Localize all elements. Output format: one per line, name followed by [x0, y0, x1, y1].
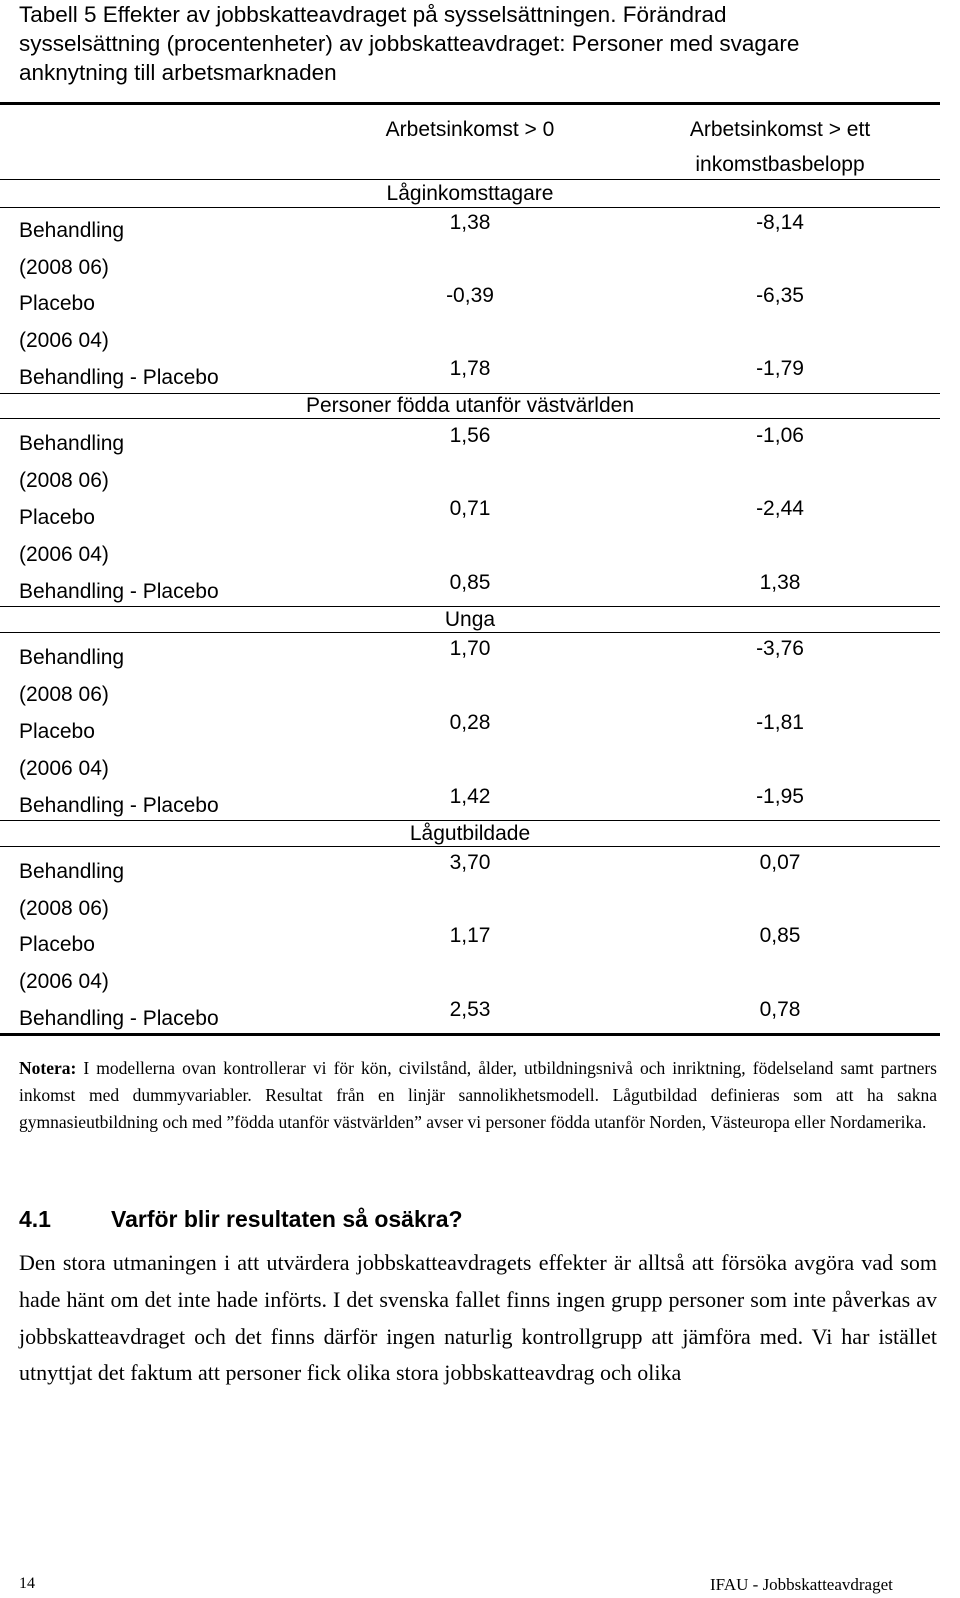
table-note [19, 1055, 937, 1136]
page-number: 14 [19, 1575, 35, 1592]
row-label: Behandling [19, 219, 125, 242]
section-heading [19, 1203, 463, 1235]
row-sublabel: (2006 04) [19, 329, 109, 352]
footer-publisher: IFAU - Jobbskatteavdraget [710, 1575, 893, 1594]
group-title-rule [0, 632, 940, 633]
column-header-2-line2: inkomstbasbelopp [695, 153, 865, 176]
row-label: Behandling - Placebo [19, 366, 219, 389]
row-label: Behandling - Placebo [19, 794, 219, 817]
cell-value: 3,70 [449, 851, 491, 874]
body-paragraph: Den stora utmaningen i att utvärdera jobbskatteavdragets effekter är alltså att försöka avgöra vad som hade hänt om det inte hade införts. I det svenska fallet finns ingen grupp personer som inte påverkas av jobbskatteavdraget och det finns därför ingen naturlig kontrollgrupp att jämföra med. Vi har istället utnyttjat det faktum att personer fick olika stora jobbskatteavdrag och olika [19, 1250, 937, 1386]
cell-value: 1,17 [449, 924, 491, 947]
row-label: Behandling [19, 432, 125, 455]
note-label: Notera: [19, 1058, 77, 1078]
cell-value: 1,70 [449, 637, 491, 660]
row-sublabel: (2006 04) [19, 543, 109, 566]
group-separator [0, 820, 940, 821]
row-label: Placebo [19, 506, 95, 529]
cell-value: 0,07 [759, 851, 801, 874]
row-sublabel: (2008 06) [19, 897, 109, 920]
cell-value: -6,35 [756, 284, 804, 307]
group-separator [0, 606, 940, 607]
row-sublabel: (2006 04) [19, 970, 109, 993]
cell-value: -1,95 [756, 785, 804, 808]
row-sublabel: (2008 06) [19, 256, 109, 279]
group-title: Unga [444, 608, 496, 631]
row-label: Behandling [19, 646, 125, 669]
column-header-2: Arbetsinkomst > ett [689, 118, 871, 141]
section-title: Varför blir resultaten så osäkra? [111, 1206, 463, 1232]
cell-value: -0,39 [446, 284, 494, 307]
caption-line: Tabell 5 Effekter av jobbskatteavdraget på sysselsättningen. Förändrad [19, 2, 727, 27]
row-sublabel: (2006 04) [19, 757, 109, 780]
cell-value: 0,85 [449, 571, 491, 594]
cell-value: -1,06 [756, 424, 804, 447]
group-title: Personer födda utanför västvärlden [305, 394, 635, 417]
cell-value: 1,78 [449, 357, 491, 380]
table-caption [19, 0, 799, 87]
group-title: Låginkomsttagare [386, 182, 554, 205]
row-sublabel: (2008 06) [19, 469, 109, 492]
caption-line: anknytning till arbetsmarknaden [19, 60, 337, 85]
table-top-rule [0, 102, 940, 105]
note-text: I modellerna ovan kontrollerar vi för kön, civilstånd, ålder, utbildningsnivå och inriktning, födelseland samt partners inkomst med dummyvariabler. Resultat från en linjär sannolikhetsmodell. Lågutbildad definieras som att ha sakna gymnasieutbildning och med ”födda utanför västvärlden” avser vi personer födda utanför Norden, Västeuropa eller Nordamerika. [19, 1058, 937, 1132]
cell-value: 2,53 [449, 998, 491, 1021]
row-label: Placebo [19, 933, 95, 956]
row-label: Behandling - Placebo [19, 1007, 219, 1030]
cell-value: 1,42 [449, 785, 491, 808]
group-title: Lågutbildade [409, 822, 531, 845]
cell-value: 0,71 [449, 497, 491, 520]
cell-value: -1,79 [756, 357, 804, 380]
cell-value: 1,38 [449, 211, 491, 234]
column-header-1: Arbetsinkomst > 0 [385, 118, 555, 141]
cell-value: 0,85 [759, 924, 801, 947]
header-rule [0, 179, 940, 180]
cell-value: 1,56 [449, 424, 491, 447]
row-label: Placebo [19, 720, 95, 743]
table-bottom-rule [0, 1033, 940, 1036]
row-label: Behandling - Placebo [19, 580, 219, 603]
cell-value: 0,78 [759, 998, 801, 1021]
cell-value: 1,38 [759, 571, 801, 594]
group-title-rule [0, 846, 940, 847]
cell-value: -8,14 [756, 211, 804, 234]
section-number: 4.1 [19, 1206, 51, 1232]
caption-line: sysselsättning (procentenheter) av jobbskatteavdraget: Personer med svagare [19, 31, 800, 56]
cell-value: -1,81 [756, 711, 804, 734]
cell-value: 0,28 [449, 711, 491, 734]
row-label: Placebo [19, 292, 95, 315]
group-title-rule [0, 418, 940, 419]
cell-value: -2,44 [756, 497, 804, 520]
group-title-rule [0, 207, 940, 208]
row-label: Behandling [19, 860, 125, 883]
row-sublabel: (2008 06) [19, 683, 109, 706]
cell-value: -3,76 [756, 637, 804, 660]
